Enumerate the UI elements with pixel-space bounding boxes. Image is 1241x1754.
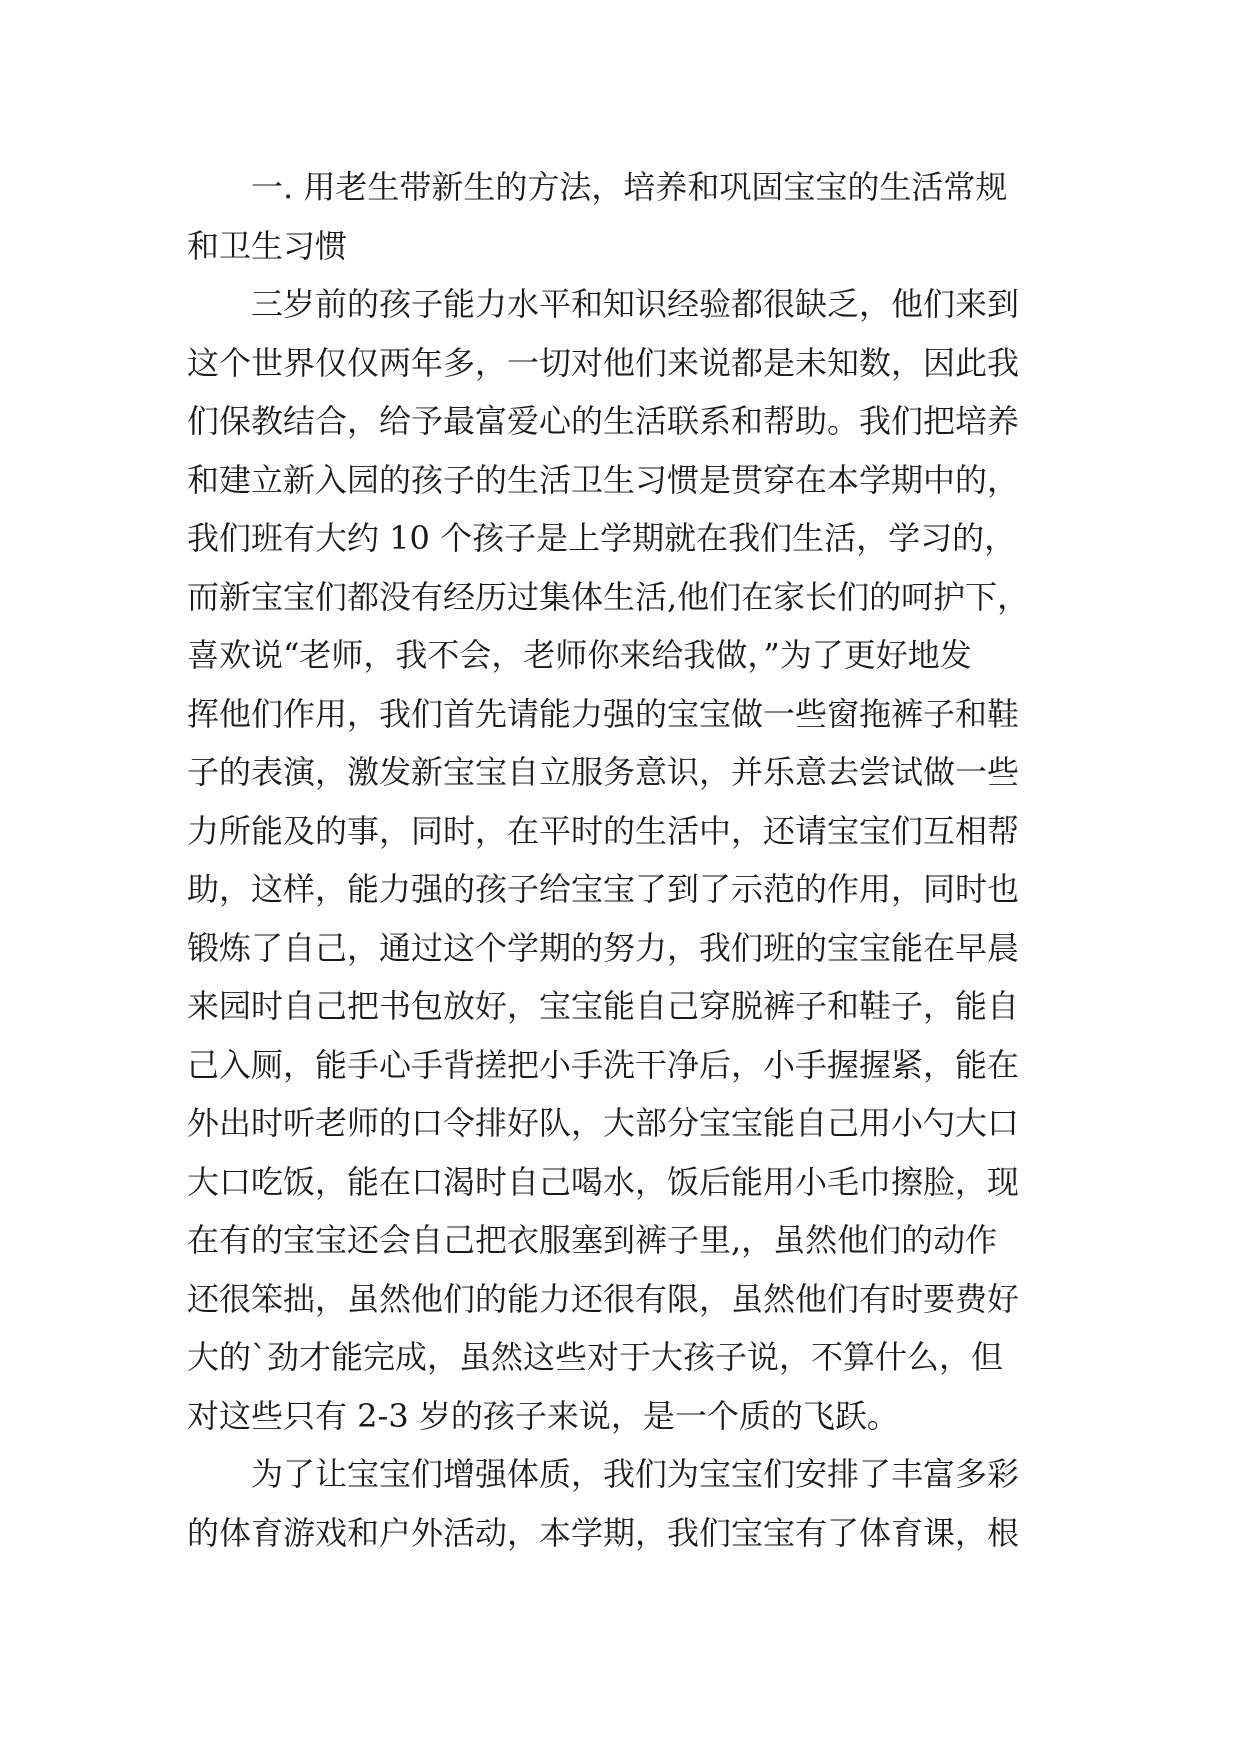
paragraph-line: 助，这样，能力强的孩子给宝宝了到了示范的作用，同时也 (187, 870, 1020, 908)
paragraph-line: 和建立新入园的孩子的生活卫生习惯是贯穿在本学期中的， (187, 460, 1020, 499)
paragraph-line: 子的表演，激发新宝宝自立服务意识，并乐意去尝试做一些 (187, 753, 1020, 791)
paragraph-line: 来园时自己把书包放好，宝宝能自己穿脱裤子和鞋子，能自 (187, 987, 1020, 1025)
paragraph-line: 挥他们作用，我们首先请能力强的宝宝做一些窗拖裤子和鞋 (187, 694, 1020, 733)
paragraph-line: 为了让宝宝们增强体质，我们为宝宝们安排了丰富多彩 (251, 1455, 1020, 1493)
paragraph-line: 而新宝宝们都没有经历过集体生活,他们在家长们的呵护下， (187, 577, 1030, 616)
paragraph-line: 对这些只有 2-3 岁的孩子来说，是一个质的飞跃。 (187, 1396, 899, 1435)
paragraph-line: 还很笨拙，虽然他们的能力还很有限，虽然他们有时要费好 (187, 1279, 1020, 1318)
paragraph-line: 锻炼了自己，通过这个学期的努力，我们班的宝宝能在早晨 (187, 928, 1020, 967)
paragraph-line: 的体育游戏和户外活动，本学期，我们宝宝有了体育课，根 (187, 1513, 1020, 1552)
paragraph-line: 己入厕，能手心手背搓把小手洗干净后，小手握握紧，能在 (187, 1045, 1020, 1084)
paragraph-line: 外出时听老师的口令排好队，大部分宝宝能自己用小勺大口 (187, 1104, 1020, 1142)
paragraph-line: 大口吃饭，能在口渴时自己喝水，饭后能用小毛巾擦脸，现 (187, 1162, 1020, 1201)
document-body (187, 158, 1057, 1562)
paragraph-line: 们保教结合，给予最富爱心的生活联系和帮助。我们把培养 (187, 402, 1020, 440)
paragraph-line: 这个世界仅仅两年多，一切对他们来说都是未知数，因此我 (187, 343, 1020, 382)
paragraph-line: 在有的宝宝还会自己把衣服塞到裤子里,，虽然他们的动作 (187, 1221, 998, 1259)
paragraph-line: 喜欢说“老师，我不会，老师你来给我做，”为了更好地发 (187, 636, 972, 674)
paragraph-line: 力所能及的事，同时，在平时的生活中，还请宝宝们互相帮 (187, 811, 1020, 850)
paragraph-line: 大的`劲才能完成，虽然这些对于大孩子说，不算什么，但 (187, 1338, 1004, 1376)
heading-line-continued: 和卫生习惯 (187, 226, 348, 265)
paragraph-line: 三岁前的孩子能力水平和知识经验都很缺乏，他们来到 (251, 285, 1020, 323)
paragraph-line: 我们班有大约 10 个孩子是上学期就在我们生活，学习的， (187, 519, 1017, 557)
heading-line: 一. 用老生带新生的方法，培养和巩固宝宝的生活常规 (251, 168, 1008, 206)
